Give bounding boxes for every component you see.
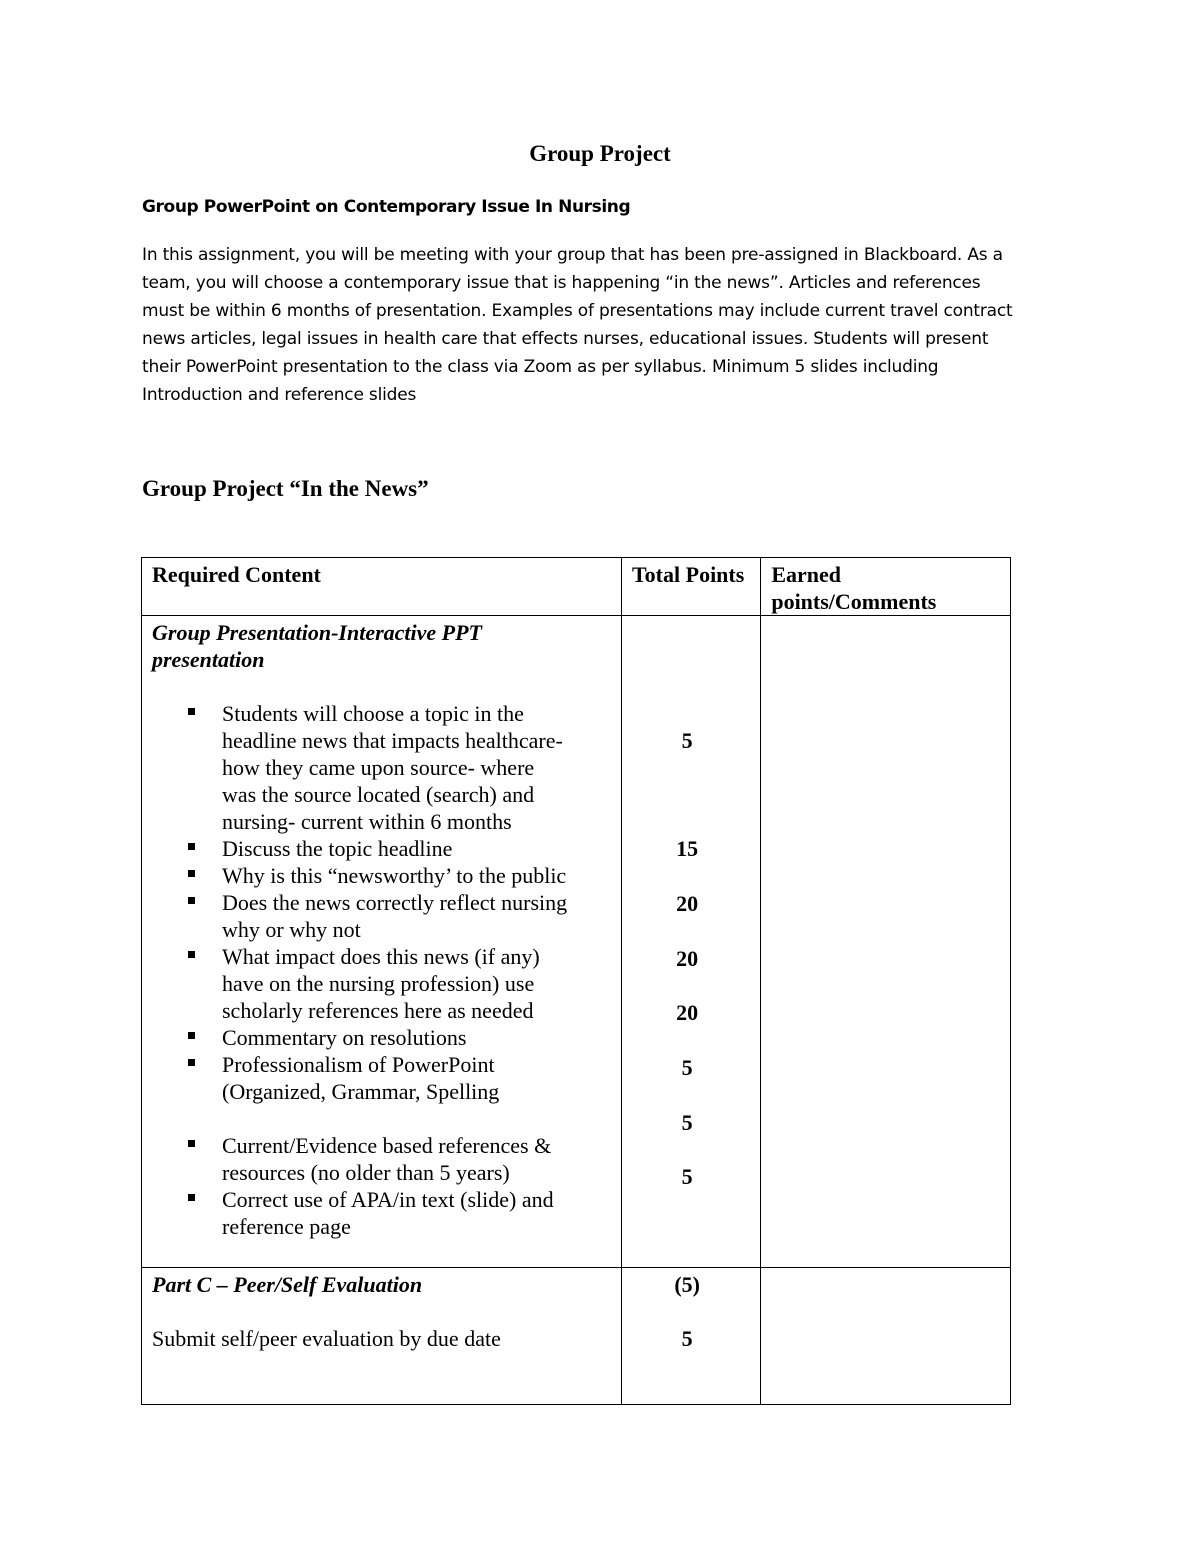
- evaluation-points-cell: [622, 1268, 761, 1405]
- header-earned-points: [761, 558, 1011, 616]
- rubric-table: [141, 557, 1011, 1405]
- list-item-line: resources (no older than 5 years): [222, 1160, 510, 1185]
- instructions-line: their PowerPoint presentation to the class via Zoom as per syllabus. Minimum 5 slides including: [142, 357, 939, 377]
- points-value: 5: [681, 1164, 693, 1189]
- square-bullet-icon: [188, 870, 195, 877]
- requirements-list: [152, 700, 613, 1240]
- list-item-line: Professionalism of PowerPoint: [222, 1052, 495, 1077]
- points-value: (5): [674, 1272, 700, 1297]
- list-item-line: why or why not: [222, 917, 361, 942]
- points-value: 20: [676, 1000, 699, 1025]
- list-item: [152, 1051, 613, 1105]
- list-item: [152, 862, 613, 889]
- list-item: [152, 1024, 613, 1051]
- list-item-line: Discuss the topic headline: [222, 836, 453, 861]
- points-value: 5: [681, 1326, 693, 1351]
- list-item-line: Students will choose a topic in the: [222, 701, 524, 726]
- page-title: Group Project: [529, 141, 671, 166]
- list-item-line: Commentary on resolutions: [222, 1025, 467, 1050]
- rubric-row-evaluation: [142, 1268, 1011, 1405]
- section-title: presentation: [152, 647, 265, 672]
- header-earned-line: points/Comments: [771, 589, 937, 614]
- list-item: [152, 1186, 613, 1240]
- presentation-requirements-cell: [142, 616, 622, 1268]
- instructions-line: must be within 6 months of presentation. Examples of presentations may include current travel contract: [142, 301, 1013, 321]
- presentation-earned-cell[interactable]: [761, 616, 1011, 1268]
- square-bullet-icon: [188, 1140, 195, 1147]
- list-item-line: headline news that impacts healthcare-: [222, 728, 563, 753]
- instructions-line: Introduction and reference slides: [142, 385, 417, 405]
- square-bullet-icon: [188, 843, 195, 850]
- list-item-line: What impact does this news (if any): [222, 944, 540, 969]
- points-value: 5: [681, 1055, 693, 1080]
- list-item: [152, 943, 613, 1024]
- list-item-line: Current/Evidence based references &: [222, 1133, 552, 1158]
- section-title: Group Presentation-Interactive PPT: [152, 620, 482, 645]
- rubric-heading: Group Project “In the News”: [142, 476, 429, 501]
- section-title: Part C – Peer/Self Evaluation: [152, 1272, 423, 1297]
- square-bullet-icon: [188, 951, 195, 958]
- instructions-line: In this assignment, you will be meeting with your group that has been pre-assigned in Blackboard. As a: [142, 245, 1003, 265]
- instructions-paragraph: [142, 241, 1072, 409]
- points-value: 5: [681, 728, 693, 753]
- list-item: [152, 1132, 613, 1186]
- rubric-header-row: [142, 558, 1011, 616]
- square-bullet-icon: [188, 1194, 195, 1201]
- header-required-content: Required Content: [142, 558, 622, 616]
- list-item-line: scholarly references here as needed: [222, 998, 534, 1023]
- assignment-subtitle: Group PowerPoint on Contemporary Issue In Nursing: [142, 197, 631, 217]
- instructions-line: team, you will choose a contemporary issue that is happening “in the news”. Articles and references: [142, 273, 981, 293]
- instructions-line: news articles, legal issues in health care that effects nurses, educational issues. Students will present: [142, 329, 989, 349]
- list-item-line: Correct use of APA/in text (slide) and: [222, 1187, 554, 1212]
- list-item-line: nursing- current within 6 months: [222, 809, 512, 834]
- list-item: [152, 700, 613, 835]
- list-item: [152, 835, 613, 862]
- list-item-line: was the source located (search) and: [222, 782, 535, 807]
- presentation-points-cell: [622, 616, 761, 1268]
- evaluation-requirements-cell: [142, 1268, 622, 1405]
- header-earned-line: Earned: [771, 562, 842, 587]
- square-bullet-icon: [188, 1032, 195, 1039]
- list-item-line: have on the nursing profession) use: [222, 971, 535, 996]
- list-item-line: Why is this “newsworthy’ to the public: [222, 863, 567, 888]
- list-item-line: reference page: [222, 1214, 351, 1239]
- points-value: 15: [676, 836, 699, 861]
- points-value: 5: [681, 1110, 693, 1135]
- square-bullet-icon: [188, 708, 195, 715]
- list-item-line: Does the news correctly reflect nursing: [222, 890, 568, 915]
- list-item-line: (Organized, Grammar, Spelling: [222, 1079, 500, 1104]
- points-value: 20: [676, 946, 699, 971]
- list-item-line: how they came upon source- where: [222, 755, 535, 780]
- points-value: 20: [676, 891, 699, 916]
- list-item: [152, 889, 613, 943]
- evaluation-earned-cell[interactable]: [761, 1268, 1011, 1405]
- header-total-points: Total Points: [622, 558, 761, 616]
- rubric-row-presentation: [142, 616, 1011, 1268]
- evaluation-description: Submit self/peer evaluation by due date: [152, 1326, 501, 1351]
- square-bullet-icon: [188, 897, 195, 904]
- square-bullet-icon: [188, 1059, 195, 1066]
